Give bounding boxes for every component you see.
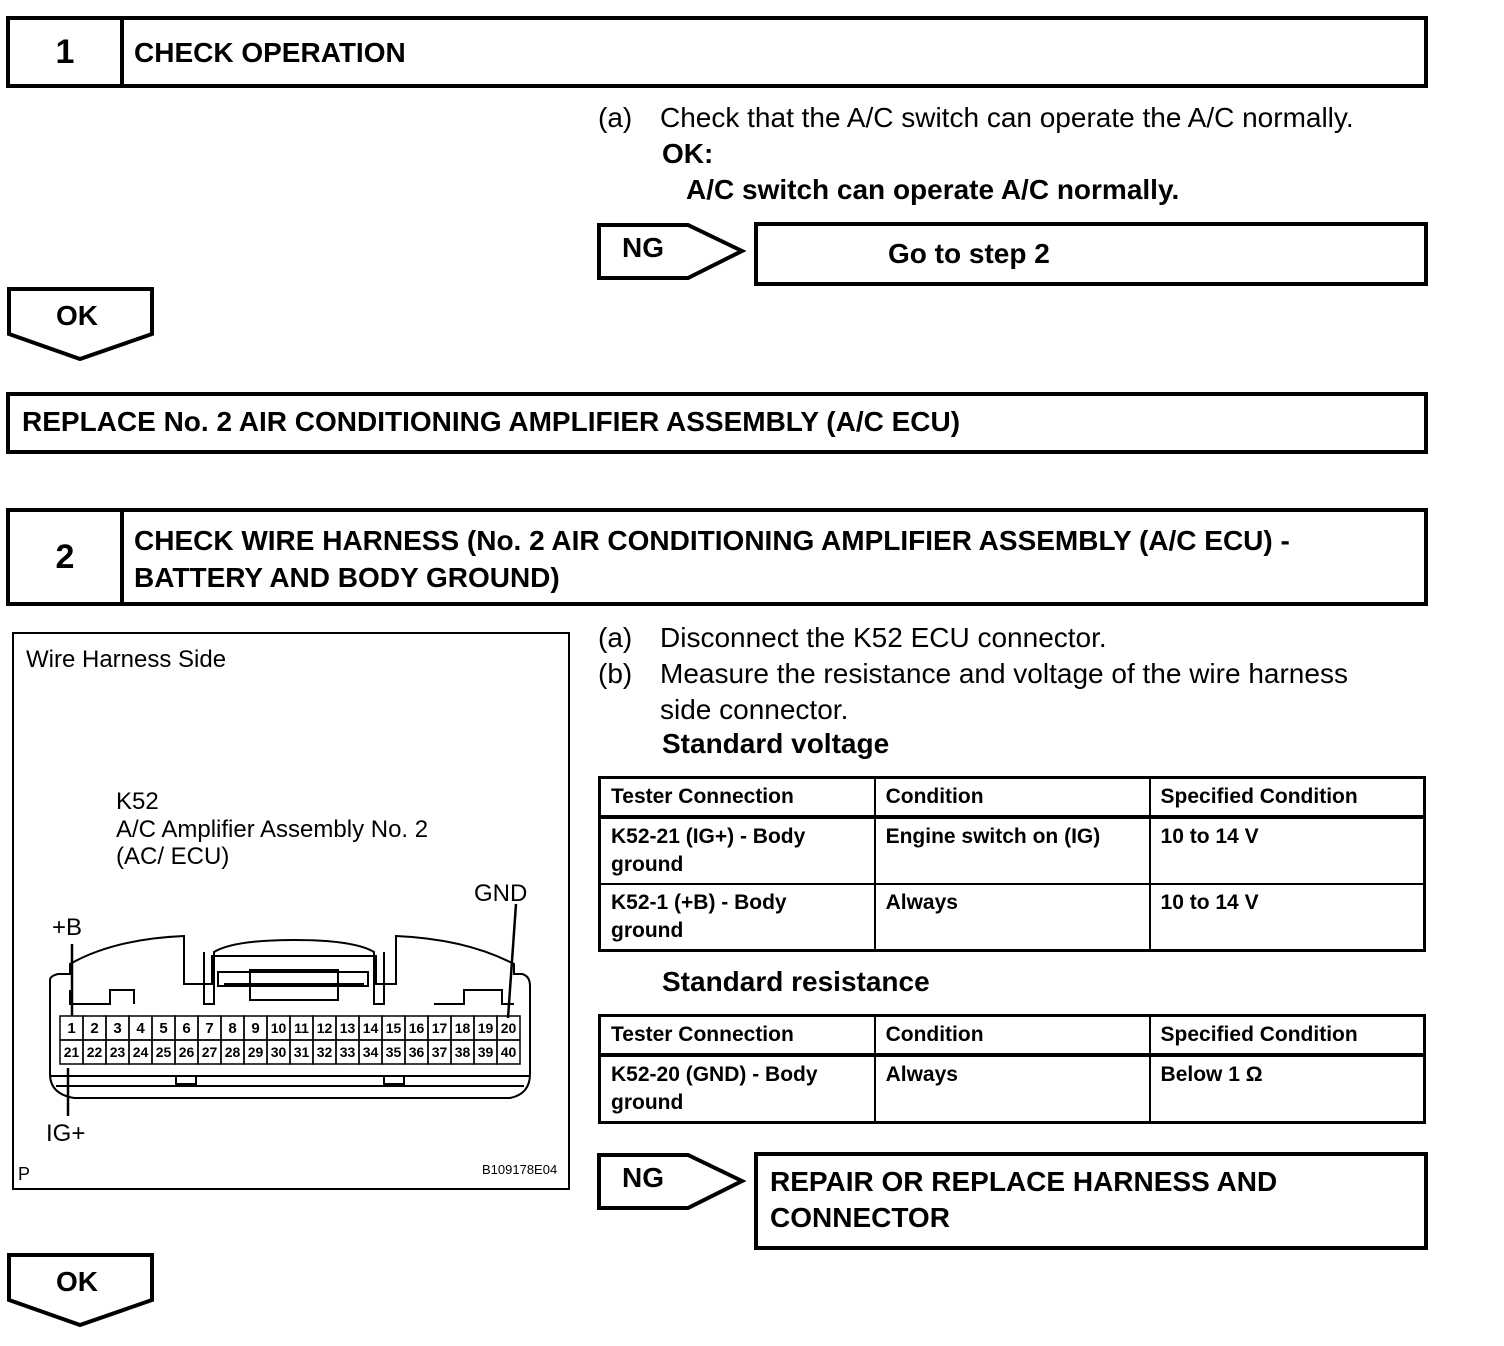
connector-diagram	[12, 632, 570, 1190]
connector-code: K52	[116, 788, 159, 815]
ng-action-box[interactable]	[754, 222, 1428, 286]
column-header: Specified Condition	[1150, 778, 1425, 818]
standard-voltage-table	[598, 776, 1426, 952]
pin-number: 31	[293, 1044, 310, 1060]
pin-number: 8	[228, 1020, 237, 1037]
tester-connection-cell: K52-1 (+B) - Body ground	[600, 884, 875, 951]
pin-number: 40	[500, 1044, 517, 1060]
pin-number: 37	[431, 1044, 448, 1060]
step2-header	[6, 508, 1428, 606]
pin-number: 15	[385, 1020, 402, 1036]
table-header-row	[600, 778, 1425, 818]
table-row	[600, 817, 1425, 884]
instruction-text-line2: side connector.	[660, 694, 849, 725]
pin-number: 14	[362, 1020, 379, 1036]
pin-number: 1	[67, 1020, 76, 1037]
ok-arrow-label: OK	[56, 300, 98, 331]
instruction-text: Disconnect the K52 ECU connector.	[660, 622, 1107, 653]
pin-number: 28	[224, 1044, 241, 1060]
pin-number: 30	[270, 1044, 287, 1060]
step2-instruction-b	[598, 656, 1458, 732]
condition-cell: Always	[875, 1055, 1150, 1123]
ig-plus-label: IG+	[46, 1120, 86, 1147]
go-to-step-2-link[interactable]: Go to step 2	[888, 238, 1050, 269]
diagram-header: Wire Harness Side	[26, 646, 227, 673]
pin-number: 7	[205, 1020, 214, 1037]
pin-number: 34	[362, 1044, 379, 1060]
spec-cell: Below 1 Ω	[1150, 1055, 1425, 1123]
spec-cell: 10 to 14 V	[1150, 884, 1425, 951]
pin-number: 33	[339, 1044, 356, 1060]
tester-connection-cell: K52-21 (IG+) - Body ground	[600, 817, 875, 884]
pin-number: 9	[251, 1020, 260, 1037]
repair-action-line2: CONNECTOR	[770, 1202, 950, 1233]
condition-cell: Always	[875, 884, 1150, 951]
figure-code: B109178E04	[482, 1162, 558, 1177]
table-header-row	[600, 1016, 1425, 1056]
pin-number: 18	[454, 1020, 471, 1036]
pin-number: 19	[477, 1020, 494, 1036]
pin-number: 3	[113, 1020, 122, 1037]
corner-mark: P	[18, 1164, 31, 1184]
connector-name-line1: A/C Amplifier Assembly No. 2	[116, 816, 429, 843]
pin-number: 36	[408, 1044, 425, 1060]
table-row	[600, 1055, 1425, 1123]
pin-number: 12	[316, 1020, 333, 1036]
instruction-text: Check that the A/C switch can operate the A/C normally.	[660, 102, 1354, 133]
pin-number: 21	[63, 1044, 80, 1060]
instruction-label: (a)	[598, 622, 633, 653]
pin-number: 38	[454, 1044, 471, 1060]
repair-action-box	[754, 1152, 1428, 1250]
pin-number: 25	[155, 1044, 172, 1060]
pin-number: 13	[339, 1020, 356, 1036]
pin-number: 5	[159, 1020, 168, 1037]
step2-title-line1: CHECK WIRE HARNESS (No. 2 AIR CONDITIONING AMPLIFIER ASSEMBLY (A/C ECU) -	[134, 525, 1290, 556]
pin-number: 32	[316, 1044, 333, 1060]
step2-number: 2	[10, 512, 124, 602]
standard-voltage-title: Standard voltage	[662, 728, 890, 759]
connector-name-line2: (AC/ ECU)	[116, 843, 230, 870]
pin-number: 10	[270, 1020, 287, 1036]
ok-criteria: A/C switch can operate A/C normally.	[686, 174, 1180, 205]
column-header: Condition	[875, 1016, 1150, 1056]
ok-label: OK:	[662, 138, 714, 169]
column-header: Specified Condition	[1150, 1016, 1425, 1056]
pin-number: 2	[90, 1020, 99, 1037]
ng-arrow	[596, 1152, 748, 1212]
pin-number: 27	[201, 1044, 218, 1060]
pin-number: 17	[431, 1020, 448, 1036]
pin-number: 23	[109, 1044, 126, 1060]
ng-arrow	[596, 222, 748, 282]
ok-arrow-label: OK	[56, 1266, 98, 1297]
connector-drawing	[14, 634, 568, 1188]
column-header: Condition	[875, 778, 1150, 818]
pin-number: 11	[294, 1020, 309, 1036]
step2-instruction-a	[598, 620, 1458, 660]
column-header: Tester Connection	[600, 1016, 875, 1056]
pin-number: 39	[477, 1044, 494, 1060]
step1-number: 1	[10, 20, 124, 84]
repair-action-line1: REPAIR OR REPLACE HARNESS AND	[770, 1166, 1278, 1197]
standard-resistance-title: Standard resistance	[662, 966, 930, 997]
pin-number: 22	[86, 1044, 103, 1060]
step1-instruction-a	[598, 100, 1458, 140]
step1-header	[6, 16, 1428, 88]
spec-cell: 10 to 14 V	[1150, 817, 1425, 884]
tester-connection-cell: K52-20 (GND) - Body ground	[600, 1055, 875, 1123]
pin-number: 24	[132, 1044, 149, 1060]
gnd-label: GND	[474, 880, 528, 907]
pin-number: 4	[136, 1020, 145, 1037]
instruction-label: (a)	[598, 102, 633, 133]
standard-resistance-table	[598, 1014, 1426, 1124]
pin-number: 26	[178, 1044, 195, 1060]
column-header: Tester Connection	[600, 778, 875, 818]
pin-number: 35	[385, 1044, 402, 1060]
pin-number: 29	[247, 1044, 264, 1060]
step1-title: CHECK OPERATION	[134, 37, 406, 68]
pin-number: 6	[182, 1020, 191, 1037]
replace-result-box	[6, 392, 1428, 454]
instruction-label: (b)	[598, 658, 633, 689]
table-row	[600, 884, 1425, 951]
instruction-text-line1: Measure the resistance and voltage of the wire harness	[660, 658, 1348, 689]
condition-cell: Engine switch on (IG)	[875, 817, 1150, 884]
pin-number: 16	[408, 1020, 425, 1036]
ng-label: NG	[622, 232, 664, 263]
pin-number: 20	[500, 1020, 517, 1036]
ng-label: NG	[622, 1162, 664, 1193]
plus-b-label: +B	[52, 914, 83, 941]
replace-result-text: REPLACE No. 2 AIR CONDITIONING AMPLIFIER ASSEMBLY (A/C ECU)	[22, 406, 961, 437]
step2-title-line2: BATTERY AND BODY GROUND)	[134, 562, 560, 593]
